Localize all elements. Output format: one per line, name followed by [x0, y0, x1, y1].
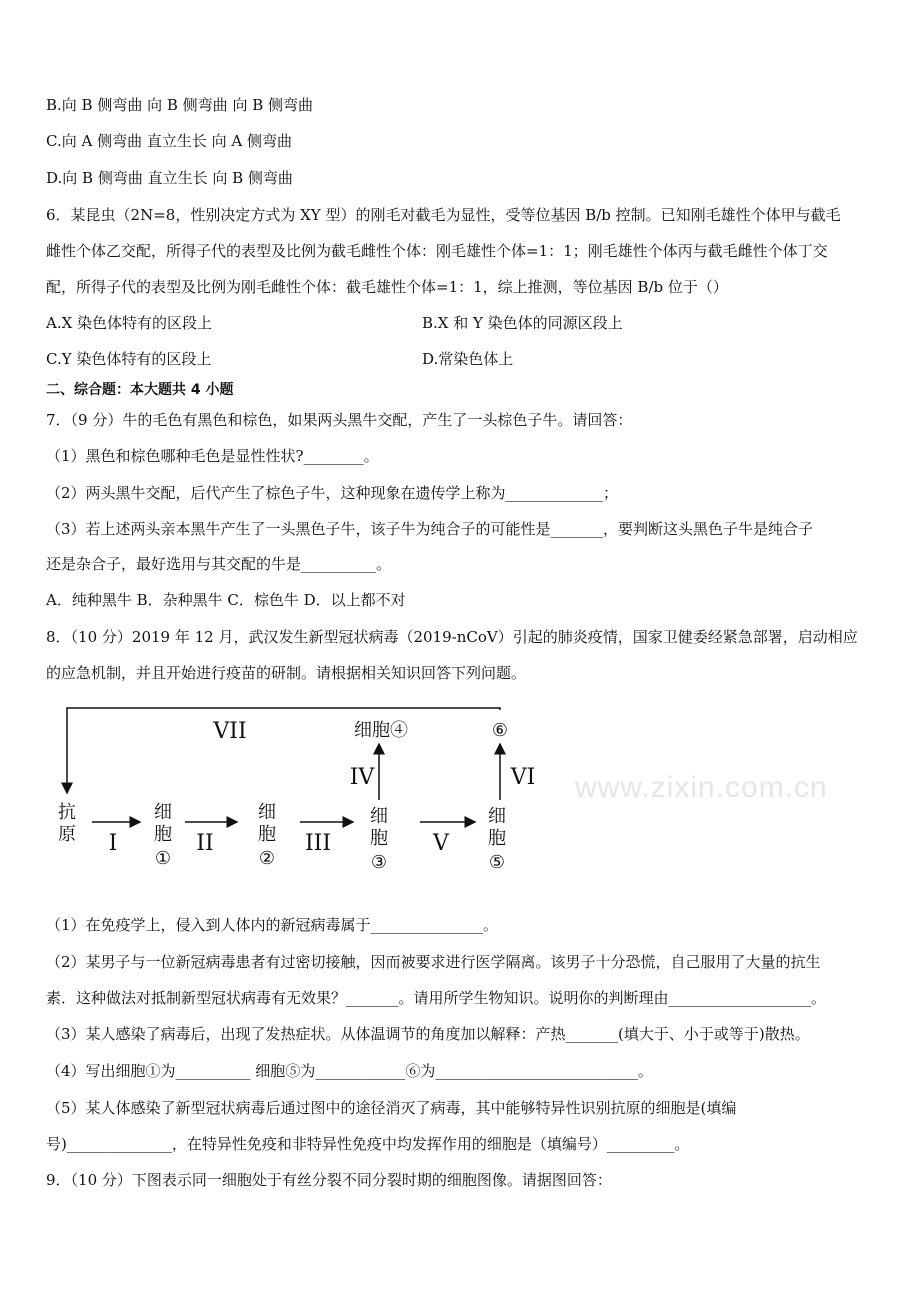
q6-option-b: B.X 和 Y 染色体的同源区段上: [422, 314, 623, 332]
cell2-label: 胞: [258, 824, 276, 845]
q8-sub3: （3）某人感染了病毒后，出现了发热症状。从体温调节的角度加以解释：产热_______(填大于、小于或等于)散热。: [46, 1025, 810, 1043]
q8-sub2-line1: （2）某男子与一位新冠病毒患者有过密切接触，因而被要求进行医学隔离。该男子十分恐慌，自己服用了大量的抗生: [46, 953, 821, 971]
cell2-number: ②: [258, 848, 276, 869]
antigen-label: 抗: [58, 802, 76, 823]
antigen-label: 原: [58, 824, 76, 845]
cell3-label: 细: [370, 806, 388, 827]
q8-sub4: （4）写出细胞①为__________ 细胞⑤为____________⑥为___________________________。: [46, 1062, 653, 1080]
q7-sub1: （1）黑色和棕色哪种毛色是显性性状?________。: [46, 447, 379, 465]
pathway-v-label: V: [433, 831, 449, 856]
q7-sub3-line2: 还是杂合子，最好选用与其交配的牛是__________。: [46, 555, 392, 573]
cell5-label: 细: [488, 806, 506, 827]
cell5-number: ⑤: [488, 852, 506, 873]
q7-options: A．纯种黑牛 B．杂种黑牛 C．棕色牛 D．以上都不对: [46, 591, 406, 609]
cell3-number: ③: [370, 852, 388, 873]
q6-option-c: C.Y 染色体特有的区段上: [46, 350, 212, 368]
watermark: www.zixin.com.cn: [575, 771, 828, 804]
pathway-iv-label: IV: [349, 765, 375, 790]
pathway-i-label: I: [108, 831, 118, 856]
cell3-label: 胞: [370, 828, 388, 849]
pathway-vii-label: VII: [213, 719, 247, 744]
q6-stem-line2: 雌性个体乙交配，所得子代的表型及比例为截毛雌性个体：刚毛雄性个体=1：1；刚毛雄性个体丙与截毛雌性个体丁交: [46, 242, 828, 260]
section-heading: 二、综合题：本大题共 4 小题: [46, 382, 234, 398]
immune-diagram: [0, 690, 560, 890]
node6-label: ⑥: [491, 720, 509, 741]
pathway-ii-label: II: [196, 831, 214, 856]
q8-sub5-line1: （5）某人体感染了新型冠状病毒后通过图中的途径消灭了病毒，其中能够特异性识别抗原的细胞是(填编: [46, 1099, 737, 1117]
pathway-vii-line: [67, 708, 500, 793]
q8-sub1: （1）在免疫学上，侵入到人体内的新冠病毒属于_______________。: [46, 916, 499, 934]
cell1-label: 胞: [154, 824, 172, 845]
cell2-label: 细: [258, 802, 276, 823]
q6-stem-line1: 6．某昆虫（2N=8，性别决定方式为 XY 型）的刚毛对截毛为显性，受等位基因 B/b 控制。已知刚毛雄性个体甲与截毛: [46, 206, 841, 224]
cell5-label: 胞: [488, 828, 506, 849]
q7-sub2: （2）两头黑牛交配，后代产生了棕色子牛，这种现象在遗传学上称为_____________；: [46, 484, 619, 502]
cell4-label: 细胞④: [354, 720, 408, 741]
pathway-iii-label: III: [304, 831, 332, 856]
q5-option-d: D.向 B 侧弯曲 直立生长 向 B 侧弯曲: [46, 169, 293, 187]
q6-option-a: A.X 染色体特有的区段上: [46, 314, 213, 332]
cell1-number: ①: [154, 848, 172, 869]
q5-option-c: C.向 A 侧弯曲 直立生长 向 A 侧弯曲: [46, 132, 292, 150]
q8-sub5-line2: 号)______________，在特异性免疫和非特异性免疫中均发挥作用的细胞是（填编号）_________。: [46, 1135, 690, 1153]
q7-stem: 7．（9 分）牛的毛色有黑色和棕色，如果两头黑牛交配，产生了一头棕色子牛。请回答：: [46, 411, 633, 429]
q9-stem: 9．（10 分）下图表示同一细胞处于有丝分裂不同分裂时期的细胞图像。请据图回答：: [46, 1171, 612, 1189]
q5-option-b: B.向 B 侧弯曲 向 B 侧弯曲 向 B 侧弯曲: [46, 96, 314, 114]
cell1-label: 细: [154, 802, 172, 823]
q8-stem-line1: 8．（10 分）2019 年 12 月，武汉发生新型冠状病毒（2019-nCoV）引起的肺炎疫情，国家卫健委经紧急部署，启动相应: [46, 628, 858, 646]
q6-stem-line3: 配，所得子代的表型及比例为刚毛雌性个体：截毛雄性个体=1：1，综上推测，等位基因 B/b 位于（）: [46, 278, 728, 296]
q6-option-d: D.常染色体上: [422, 350, 514, 368]
q7-sub3-line1: （3）若上述两头亲本黑牛产生了一头黑色子牛，该子牛为纯合子的可能性是_______，要判断这头黑色子牛是纯合子: [46, 520, 814, 538]
pathway-vi-label: VI: [510, 765, 536, 790]
q8-stem-line2: 的应急机制，并且开始进行疫苗的研制。请根据相关知识回答下列问题。: [46, 664, 527, 682]
q8-sub2-line2: 素．这种做法对抵制新型冠状病毒有无效果？_______。请用所学生物知识。说明你的判断理由___________________。: [46, 989, 827, 1007]
